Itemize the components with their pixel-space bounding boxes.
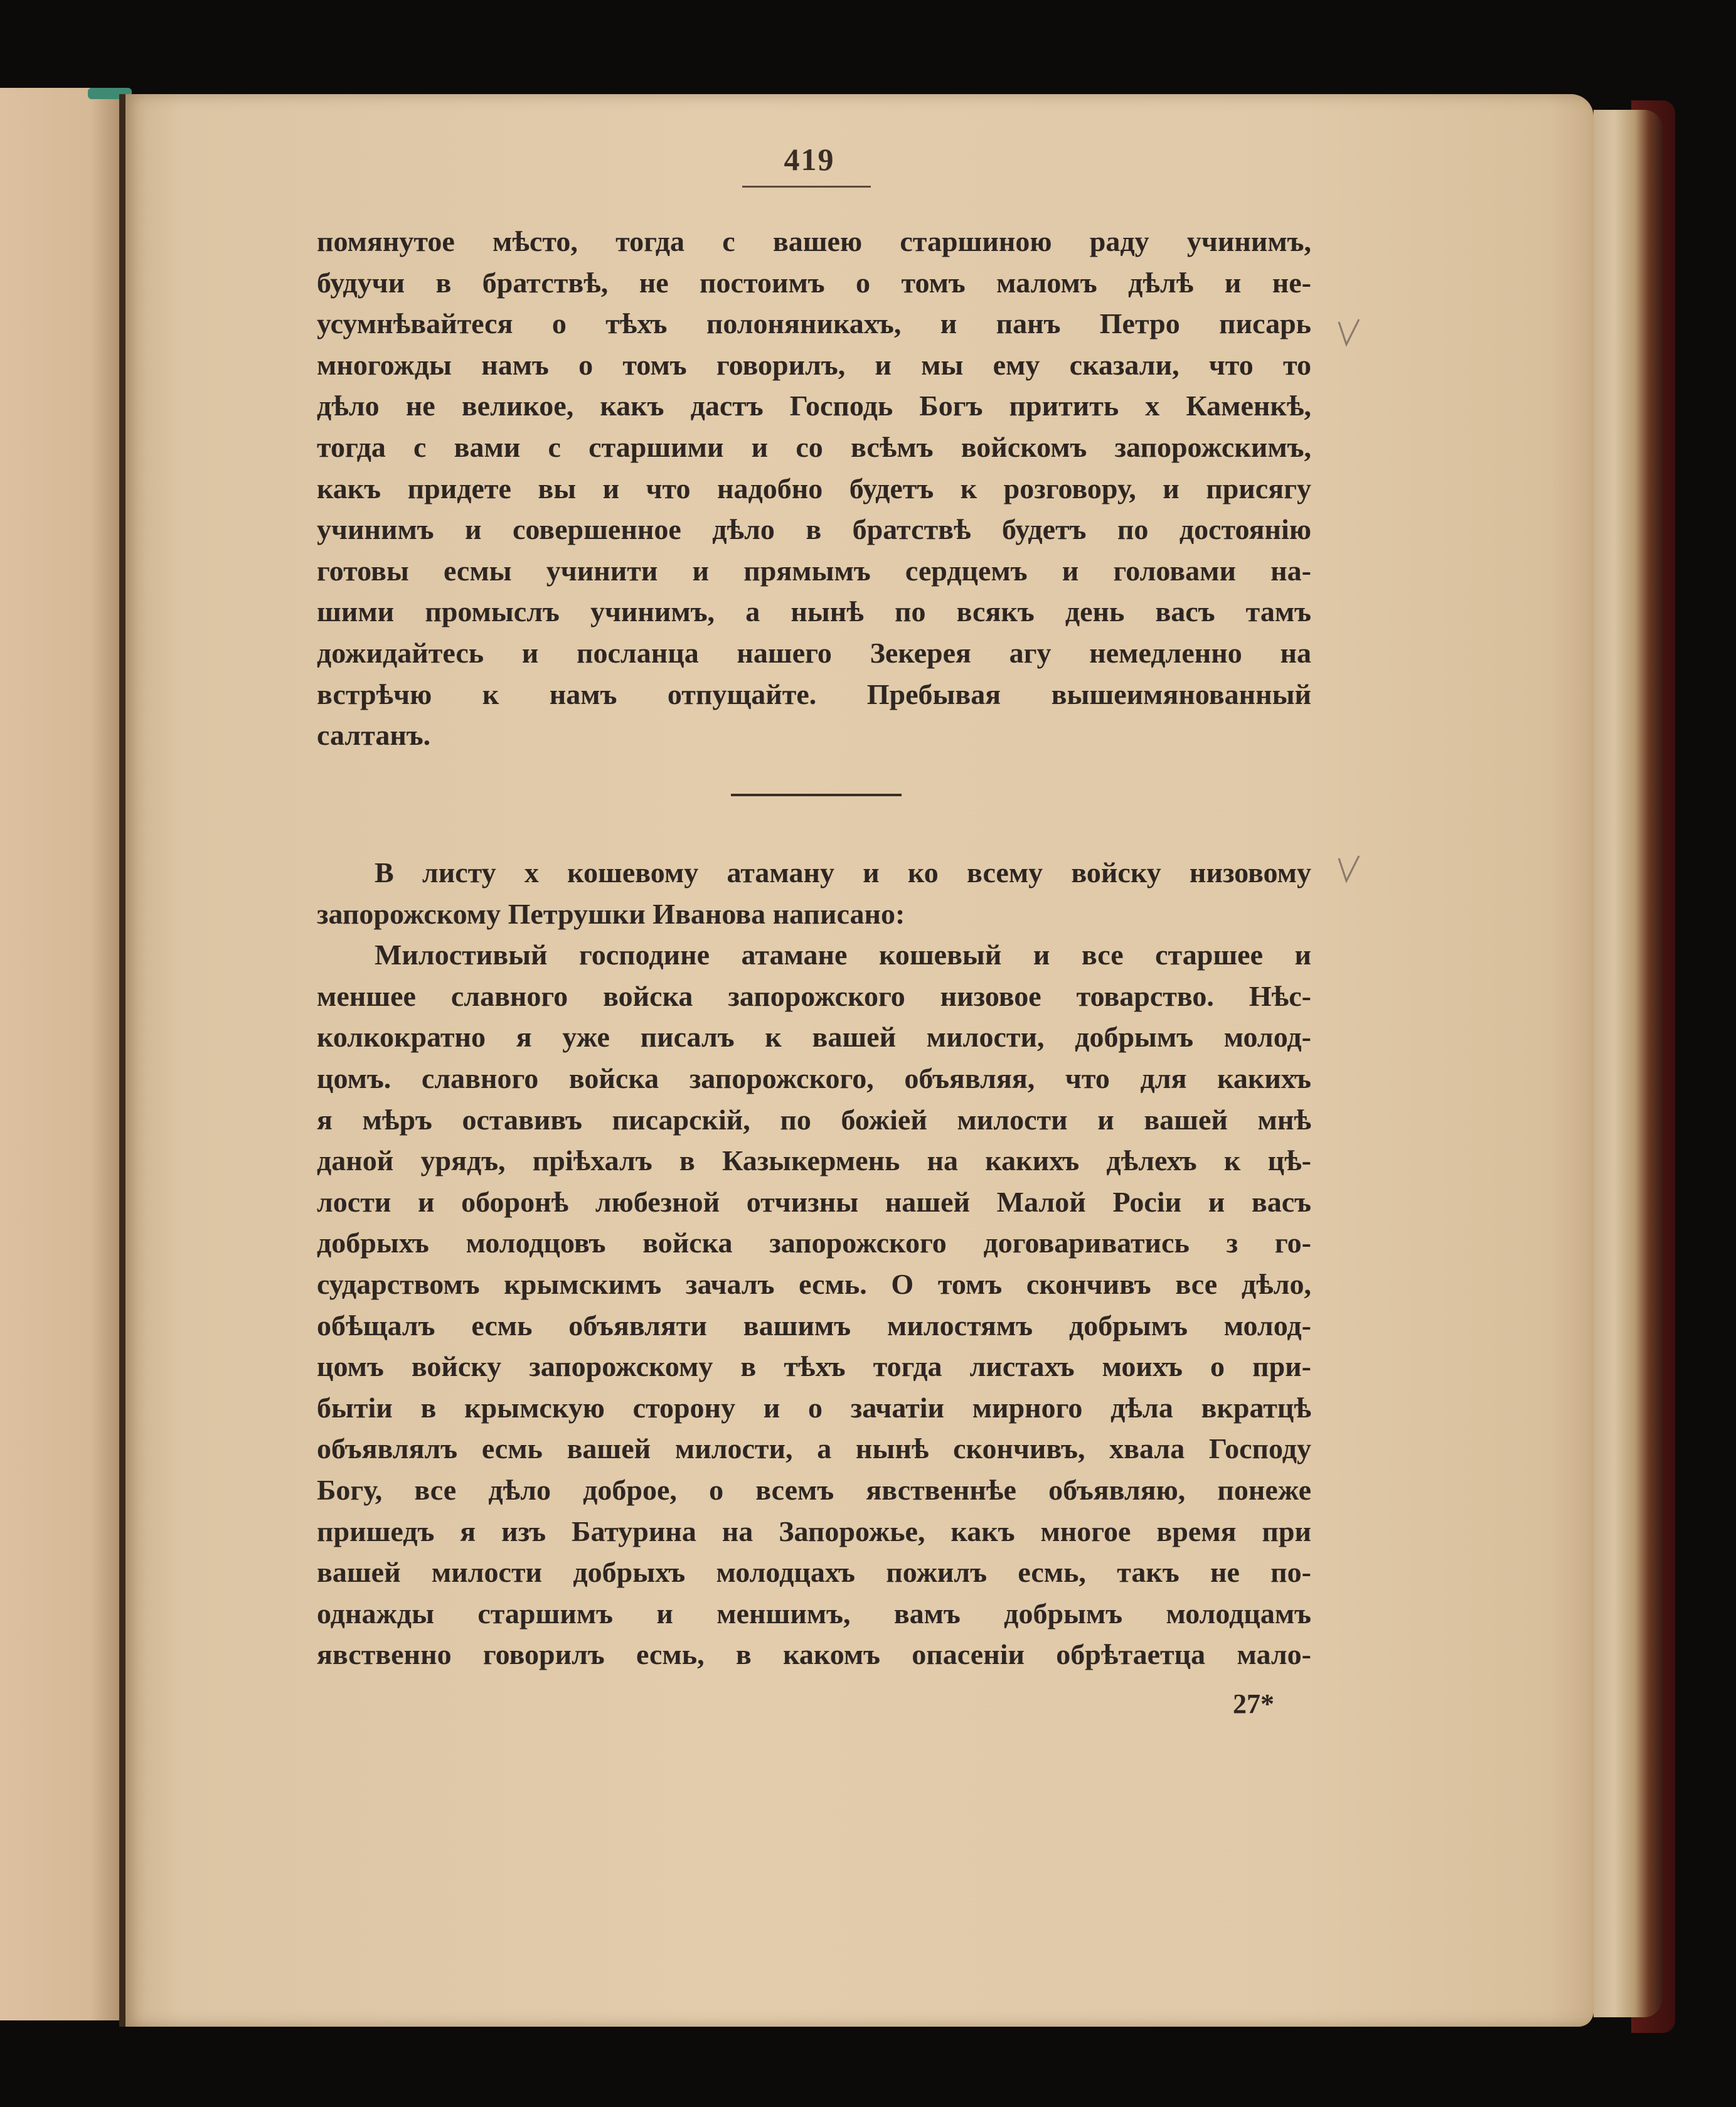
text-line: явственно говорилъ есмь, в какомъ опасенiи обрѣтаетца мало- (317, 1638, 1311, 1671)
text-line: какъ придете вы и что надобно будетъ к розговору, и присягу (317, 472, 1311, 504)
text-line: Милостивый господине атамане кошевый и все старшее и (375, 939, 1311, 971)
heading-line: запорожскому Петрушки Иванова написано: (317, 897, 905, 930)
text-line: встрѣчю к намъ отпущайте. Пребывая вышеимянованный (317, 678, 1311, 710)
text-line: бытiи в крымскую сторону и о зачатiи мирного дѣла вкратцѣ (317, 1391, 1311, 1424)
page-gutter (119, 94, 125, 2027)
text-line: цомъ. славного войска запорожского, объявляя, что для какихъ (317, 1062, 1311, 1094)
text-line: учинимъ и совершенное дѣло в братствѣ будетъ по достоянiю (317, 513, 1311, 546)
heading-line: В листу х кошевому атаману и ко всему войску низовому (375, 856, 1311, 888)
text-line: меншее славного войска запорожского низовое товарство. Нѣс- (317, 979, 1311, 1012)
page-number-rule (742, 186, 871, 188)
text-line: обѣщалъ есмь объявляти вашимъ милостямъ добрымъ молод- (317, 1309, 1311, 1342)
section-divider (731, 794, 902, 796)
text-line: тогда с вами с старшими и со всѣмъ войскомъ запорожскимъ, (317, 430, 1311, 463)
text-line: объявлялъ есмь вашей милости, а нынѣ скончивъ, хвала Господу (317, 1432, 1311, 1465)
letter-2-text (317, 852, 1311, 1675)
text-line: помянутое мѣсто, тогда с вашею старшиною раду учинимъ, (317, 225, 1311, 257)
text-line: пришедъ я изъ Батурина на Запорожье, какъ многое время при (317, 1515, 1311, 1547)
text-line: многожды намъ о томъ говорилъ, и мы ему сказали, что то (317, 348, 1311, 381)
margin-check-icon (1336, 853, 1361, 885)
signature-mark: 27* (1233, 1688, 1274, 1719)
text-line: салтанъ. (317, 719, 431, 752)
page-number: 419 (784, 142, 835, 177)
text-line: дѣло не великое, какъ дастъ Господь Богъ притить х Каменкѣ, (317, 390, 1311, 422)
text-line: вашей милости добрыхъ молодцахъ пожилъ есмь, такъ не по- (317, 1556, 1311, 1589)
text-line: колкократно я уже писалъ к вашей милости, добрымъ молод- (317, 1021, 1311, 1054)
margin-check-icon (1336, 317, 1361, 348)
page-stack-edge (1594, 110, 1663, 2017)
text-line: даной урядъ, прiѣхалъ в Казыкермень на какихъ дѣлехъ к цѣ- (317, 1144, 1311, 1177)
text-line: будучи в братствѣ, не постоимъ о томъ маломъ дѣлѣ и не- (317, 266, 1311, 299)
text-line: дожидайтесь и посланца нашего Зекерея агу немедленно на (317, 636, 1311, 669)
left-facing-page (0, 88, 129, 2020)
text-line: усумнѣвайтеся о тѣхъ полоняникахъ, и панъ Петро писарь (317, 307, 1311, 340)
text-line: цомъ войску запорожскому в тѣхъ тогда листахъ моихъ о при- (317, 1350, 1311, 1383)
text-line: готовы есмы учинити и прямымъ сердцемъ и головами на- (317, 554, 1311, 587)
text-line: шими промыслъ учинимъ, а нынѣ по всякъ день васъ тамъ (317, 595, 1311, 628)
text-line: однажды старшимъ и меншимъ, вамъ добрымъ молодцамъ (317, 1597, 1311, 1630)
text-line: я мѣръ оставивъ писарскiй, по божiей милости и вашей мнѣ (317, 1103, 1311, 1136)
text-line: сударствомъ крымскимъ зачалъ есмь. О томъ скончивъ все дѣло, (317, 1267, 1311, 1300)
text-line: лости и оборонѣ любезной отчизны нашей Малой Росiи и васъ (317, 1185, 1311, 1218)
text-line: Богу, все дѣло доброе, о всемъ явственнѣе объявляю, понеже (317, 1473, 1311, 1506)
text-line: добрыхъ молодцовъ войска запорожского договариватись з го- (317, 1227, 1311, 1259)
letter-1-text (317, 221, 1311, 756)
